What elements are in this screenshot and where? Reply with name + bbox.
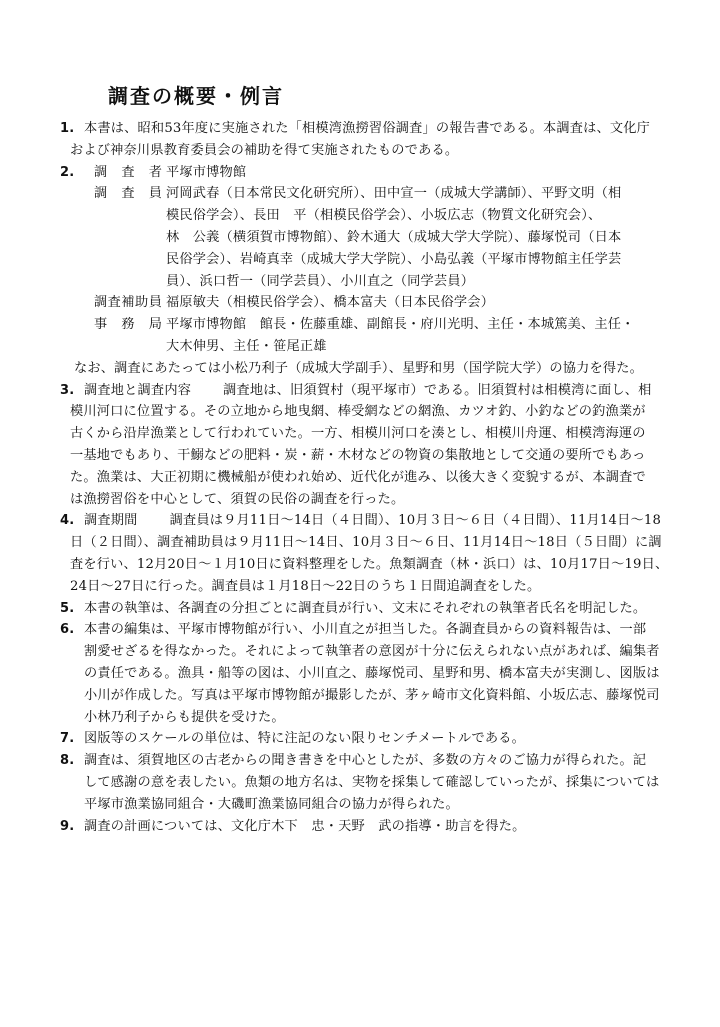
text-line: および神奈川県教育委員会の補助を得て実施されたものである。 bbox=[70, 142, 459, 158]
item-number: 6. bbox=[60, 622, 75, 638]
text-line: 図版等のスケールの単位は、特に注記のない限りセンチメートルである。 bbox=[84, 731, 525, 747]
text-line: 割愛せざるを得なかった。それによって執筆者の意図が十分に伝えられない点があれば、編集者 bbox=[84, 644, 660, 660]
list-item bbox=[60, 510, 670, 597]
role-value: 民俗学会）、岩崎真幸（成城大学大学院）、小島弘義（平塚市博物館主任学芸 bbox=[166, 251, 622, 267]
list-item bbox=[60, 750, 670, 815]
list-item bbox=[60, 619, 670, 728]
text-line: 24日～27日に行った。調査員は１月18日～22日のうち１日間追調査をした。 bbox=[70, 578, 541, 594]
text-line: た。漁業は、大正初期に機械船が使われ始め、近代化が進み、以後大きく変貌するが、本調査で bbox=[70, 469, 646, 485]
text-line: 小川が作成した。写真は平塚市博物館が撮影したが、茅ヶ崎市文化資料館、小坂広志、藤塚悦司 bbox=[84, 687, 660, 703]
role-row bbox=[60, 314, 670, 358]
page-title: 調査の概要・例言 bbox=[108, 84, 284, 108]
item-number: 1. bbox=[60, 121, 75, 136]
role-row bbox=[60, 292, 670, 314]
role-value: 平塚市博物館 bbox=[166, 164, 247, 180]
text-line: 本書の執筆は、各調査の分担ごとに調査員が行い、文末にそれぞれの執筆者氏名を明記した。 bbox=[84, 600, 647, 616]
list-item bbox=[60, 816, 670, 838]
item-number: 3. bbox=[60, 382, 75, 398]
list-item bbox=[60, 380, 670, 511]
item-number: 7. bbox=[60, 731, 75, 747]
text-line: 古くから沿岸漁業として行われていた。一方、相模川河口を湊とし、相模川舟運、相模湾海運の bbox=[70, 426, 646, 442]
text-line: 調査の計画については、文化庁木下 忠・天野 武の指導・助言を得た。 bbox=[84, 818, 526, 834]
text-line: は漁撈習俗を中心として、須賀の民俗の調査を行った。 bbox=[70, 491, 405, 507]
list-item bbox=[60, 598, 670, 620]
role-value: 林 公義（横須賀市博物館）、鈴木通大（成城大学大学院）、藤塚悦司（日本 bbox=[166, 229, 622, 245]
role-value: 模民俗学会）、長田 平（相模民俗学会）、小坂広志（物質文化研究会）、 bbox=[166, 208, 602, 224]
role-value: 大木伸男、主任・笹尾正雄 bbox=[166, 338, 327, 354]
item-number: 9. bbox=[60, 818, 75, 834]
role-label: 調査補助員 bbox=[94, 295, 163, 311]
text-line: 査を行い、12月20日～１月10日に資料整理をした。魚類調査（林・浜口）は、10月17日～19日、 bbox=[70, 556, 669, 572]
role-value: 福原敏夫（相模民俗学会）、橋本富夫（日本民俗学会） bbox=[166, 295, 495, 311]
item-heading: 調査地と調査内容 bbox=[84, 382, 192, 398]
role-value: 河岡武春（日本常民文化研究所）、田中宣一（成城大学講師）、平野文明（相 bbox=[166, 186, 622, 202]
text-line: 日（２日間）、調査補助員は９月11日～14日、10月３日～６日、11月14日～18日（５日間）に調 bbox=[70, 535, 662, 551]
text-line: 本書は、昭和53年度に実施された「相模湾漁撈習俗調査」の報告書である。本調査は、文化庁 bbox=[84, 121, 651, 136]
item-number: 8. bbox=[60, 753, 75, 769]
text-line: して感謝の意を表したい。魚類の地方名は、実物を採集して確認していったが、採集については bbox=[84, 774, 660, 790]
item-number: 5. bbox=[60, 600, 75, 616]
role-label: 調 査 員 bbox=[94, 186, 167, 202]
text-line: 模川河口に位置する。その立地から地曳網、棒受網などの網漁、カツオ釣、小釣などの釣漁業が bbox=[70, 404, 646, 420]
role-row bbox=[60, 183, 670, 292]
role-label: 調 査 者 bbox=[94, 164, 167, 180]
text-line: 調査は、須賀地区の古老からの聞き書きを中心としたが、多数の方々のご協力が得られた。記 bbox=[84, 753, 647, 769]
text-line: 調査員は９月11日～14日（４日間）、10月３日～６日（４日間）、11月14日～18 bbox=[169, 513, 662, 529]
item-heading: 調査期間 bbox=[84, 513, 138, 529]
role-value: 員）、浜口哲一（同学芸員）、小川直之（同学芸員） bbox=[166, 273, 475, 289]
list-item bbox=[60, 728, 670, 750]
list-item bbox=[60, 162, 670, 380]
text-line: 小林乃利子からも提供を受けた。 bbox=[84, 709, 285, 725]
item-number: 4. bbox=[60, 513, 75, 529]
document-body bbox=[60, 118, 670, 837]
text-line: 一基地でもあり、干鰯などの肥料・炭・薪・木材などの物資の集散地として交通の要所でもあっ bbox=[70, 447, 646, 463]
role-value: 平塚市博物館 館長・佐藤重雄、副館長・府川光明、主任・本城篤美、主任・ bbox=[166, 317, 635, 333]
role-row bbox=[60, 162, 670, 184]
item-number: 2. bbox=[60, 164, 75, 180]
list-item bbox=[60, 118, 670, 162]
role-label: 事 務 局 bbox=[94, 317, 167, 333]
note-line: なお、調査にあたっては小松乃利子（成城大学副手）、星野和男（国学院大学）の協力を得た。 bbox=[74, 360, 644, 376]
text-line: 本書の編集は、平塚市博物館が行い、小川直之が担当した。各調査員からの資料報告は、一部 bbox=[84, 622, 647, 638]
text-line: の責任である。漁具・船等の図は、小川直之、藤塚悦司、星野和男、橋本富夫が実測し、図版は bbox=[84, 665, 660, 681]
text-line: 調査地は、旧須賀村（現平塚市）である。旧須賀村は相模湾に面し、相 bbox=[223, 382, 652, 398]
text-line: 平塚市漁業協同組合・大磯町漁業協同組合の協力が得られた。 bbox=[84, 796, 459, 812]
